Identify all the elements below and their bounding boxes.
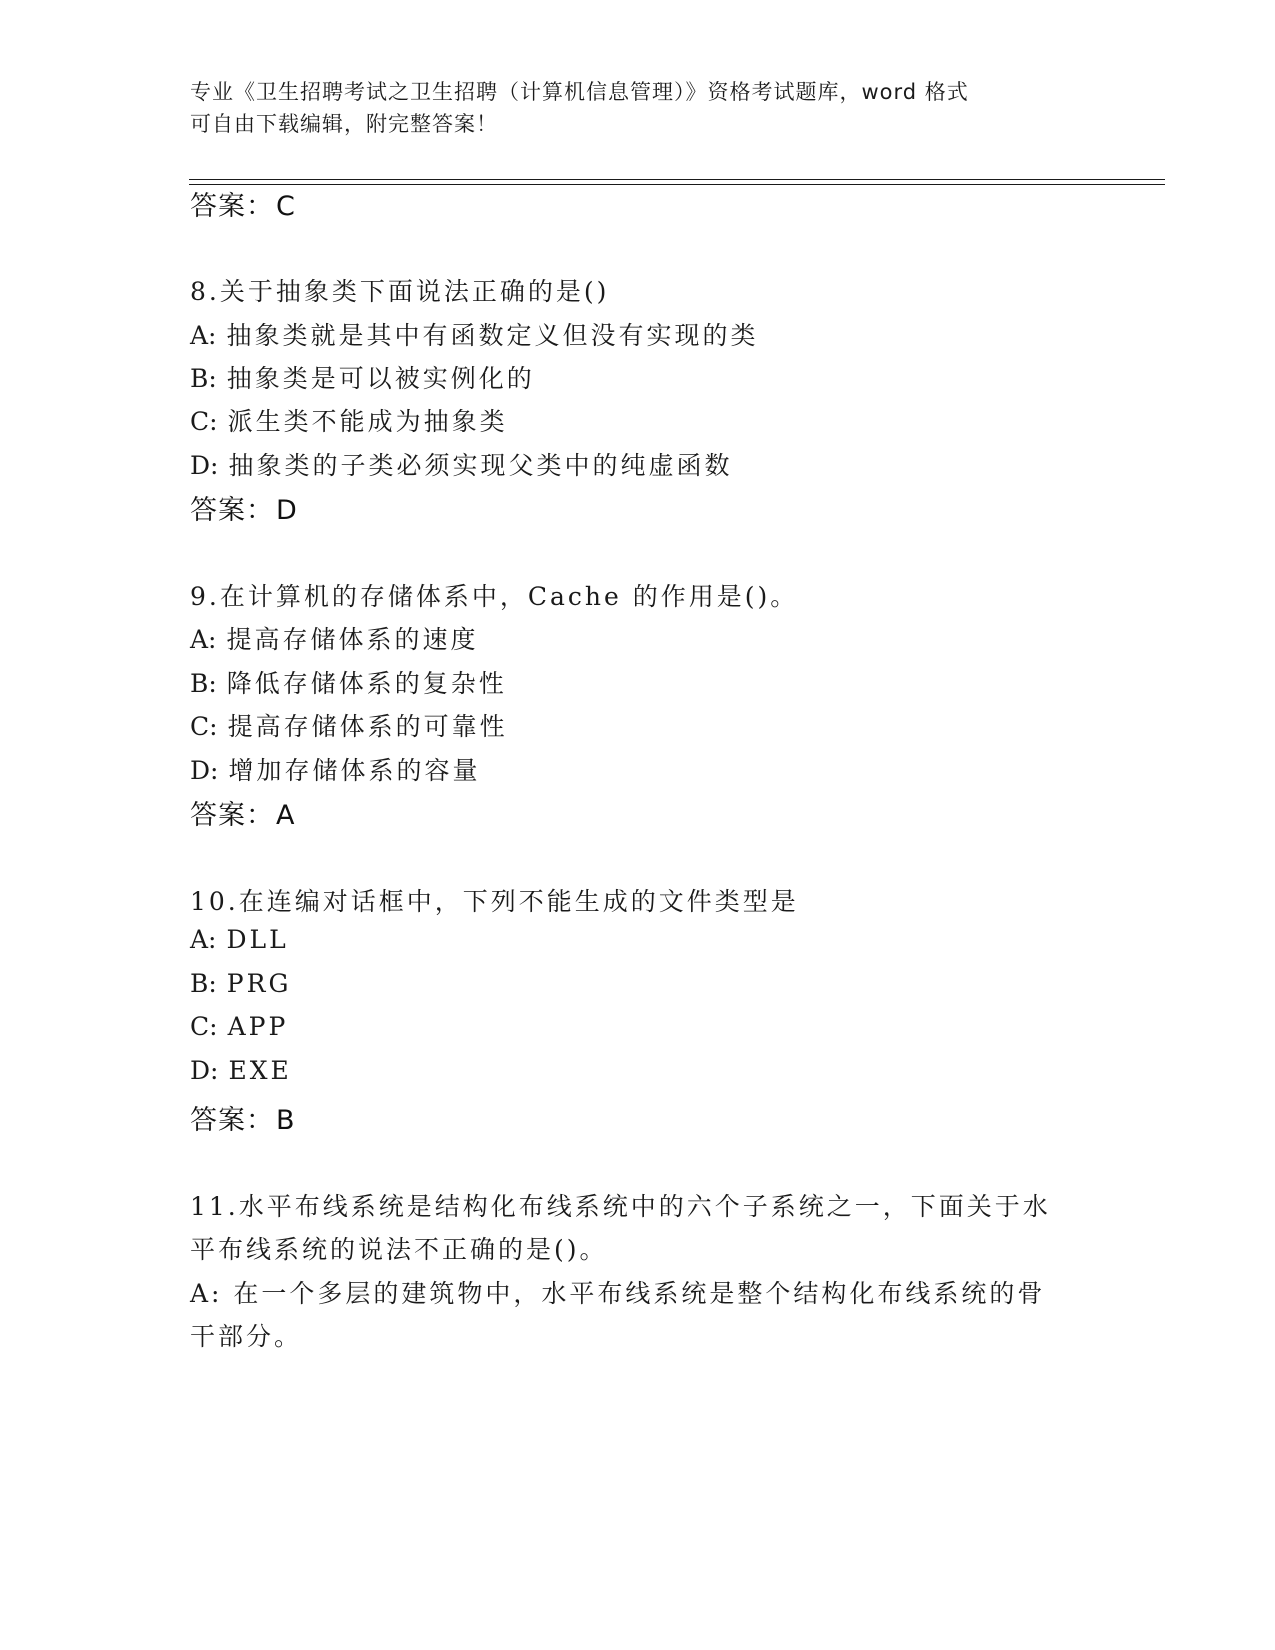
header-line-1: 专业《卫生招聘考试之卫生招聘（计算机信息管理）》资格考试题库，word 格式 (190, 80, 969, 104)
question-8-option-b (190, 359, 535, 395)
question-9-stem: 9.在计算机的存储体系中，Cache 的作用是()。 (190, 582, 799, 611)
answer-prev (190, 184, 296, 223)
option-text: 抽象类是可以被实例化的 (226, 364, 535, 393)
option-text: 抽象类的子类必须实现父类中的纯虚函数 (228, 451, 733, 480)
option-letter: B: (190, 969, 217, 998)
option-letter: A: (190, 321, 217, 350)
question-11-stem-line-1: 11.水平布线系统是结构化布线系统中的六个子系统之一，下面关于水 (190, 1192, 1051, 1221)
question-10-stem: 10.在连编对话框中，下列不能生成的文件类型是 (190, 887, 799, 916)
question-8-option-a (190, 316, 759, 352)
question-8-answer (190, 488, 298, 527)
question-8-option-d (190, 446, 732, 482)
option-letter: A: (190, 625, 217, 654)
question-8-stem: 8.关于抽象类下面说法正确的是() (190, 277, 610, 306)
option-text: PRG (226, 969, 292, 998)
option-text: 提高存储体系的速度 (226, 625, 479, 654)
option-text: APP (227, 1012, 289, 1041)
option-text: EXE (228, 1056, 292, 1085)
answer-label: 答案： (190, 800, 274, 831)
header-line-2: 可自由下载编辑，附完整答案！ (190, 112, 498, 136)
answer-value: C (276, 191, 296, 222)
option-letter: C: (190, 712, 218, 741)
question-11-option-a-line-1: A: 在一个多层的建筑物中，水平布线系统是整个结构化布线系统的骨 (190, 1279, 1046, 1308)
option-letter: C: (190, 1012, 218, 1041)
question-9-option-d (190, 751, 480, 787)
option-letter: B: (190, 669, 217, 698)
answer-value: D (276, 495, 298, 526)
option-letter: C: (190, 407, 218, 436)
answer-label: 答案： (190, 1105, 274, 1136)
question-8-option-c (190, 402, 508, 438)
question-10-answer (190, 1098, 296, 1137)
question-10-option-a (190, 925, 289, 954)
answer-value: B (276, 1105, 296, 1136)
question-11-stem-line-2: 平布线系统的说法不正确的是()。 (190, 1235, 608, 1264)
option-letter: B: (190, 364, 217, 393)
option-letter: D: (190, 1056, 219, 1085)
answer-label: 答案： (190, 191, 274, 222)
option-text: 增加存储体系的容量 (228, 756, 481, 785)
question-9-option-c (190, 707, 508, 743)
option-text: DLL (226, 925, 289, 954)
question-10-option-d (190, 1056, 292, 1085)
question-9-option-b (190, 664, 507, 700)
option-text: 提高存储体系的可靠性 (227, 712, 508, 741)
header-divider (189, 179, 1165, 185)
question-9-answer (190, 793, 295, 832)
answer-value: A (276, 800, 296, 831)
document-header (190, 76, 1070, 140)
question-9-option-a (190, 620, 479, 656)
answer-label: 答案： (190, 495, 274, 526)
question-10-option-b (190, 969, 291, 998)
question-11-option-a-line-2: 干部分。 (190, 1322, 303, 1351)
question-10-option-c (190, 1012, 288, 1041)
option-text: 派生类不能成为抽象类 (227, 407, 508, 436)
option-letter: D: (190, 756, 219, 785)
option-letter: A: (190, 925, 217, 954)
option-letter: D: (190, 451, 219, 480)
option-text: 抽象类就是其中有函数定义但没有实现的类 (226, 321, 759, 350)
option-text: 降低存储体系的复杂性 (226, 669, 507, 698)
